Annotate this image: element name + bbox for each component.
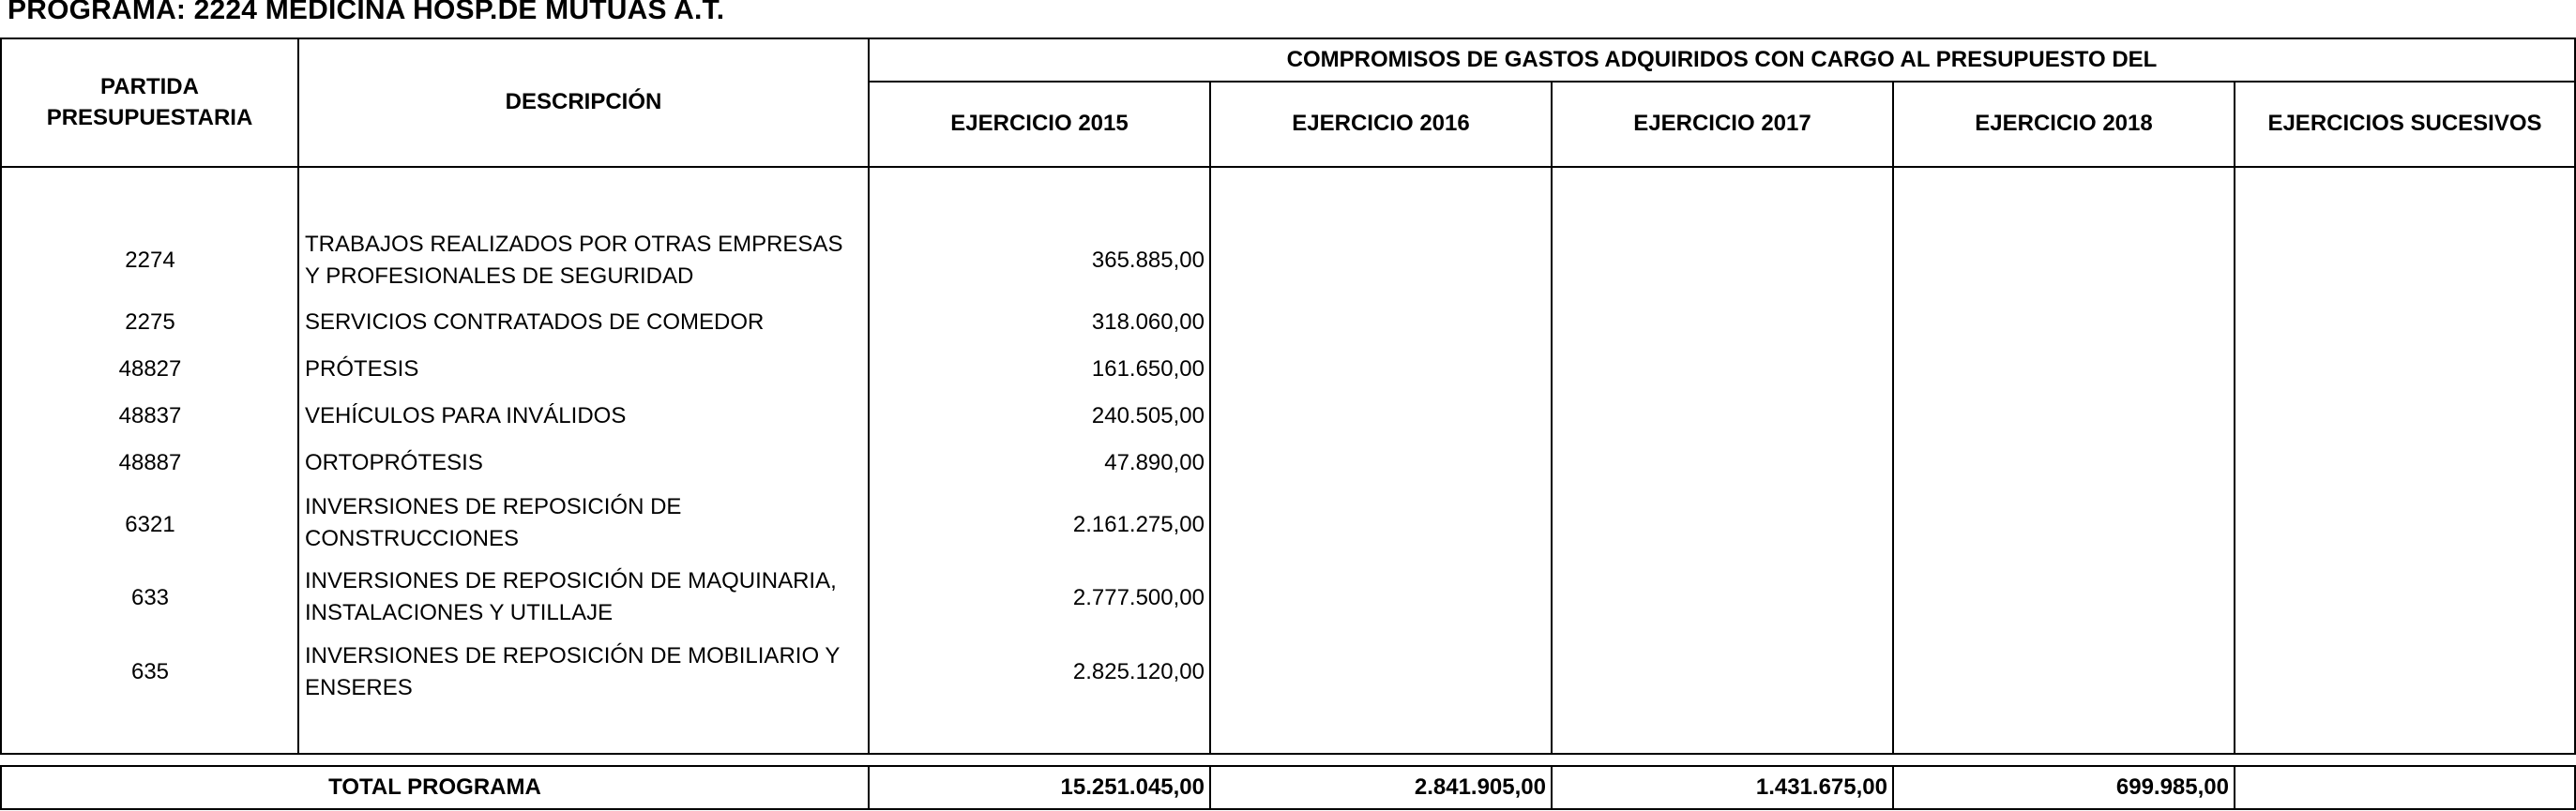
- amount-2015: 318.060,00: [1091, 309, 1205, 335]
- page-title: PROGRAMA: 2224 MEDICINA HOSP.DE MUTUAS A.T.: [8, 0, 725, 25]
- row-description: TRABAJOS REALIZADOS POR OTRAS EMPRESAS Y PROFESIONALES DE SEGURIDAD: [305, 232, 843, 289]
- partida-code: 633: [130, 585, 170, 610]
- header-descripcion: DESCRIPCIÓN: [505, 89, 662, 115]
- partida-code: 2274: [125, 248, 175, 273]
- column-divider: [1209, 81, 1211, 755]
- amount-2015: 2.161.275,00: [1072, 512, 1205, 537]
- header-compromisos: COMPROMISOS DE GASTOS ADQUIRIDOS CON CARGO AL PRESUPUESTO DEL: [1286, 46, 2158, 72]
- column-divider: [2234, 81, 2235, 755]
- total-label: TOTAL PROGRAMA: [328, 774, 541, 800]
- total-2017: 1.431.675,00: [1755, 774, 1887, 800]
- row-description: INVERSIONES DE REPOSICIÓN DE MOBILIARIO Y ENSERES: [305, 643, 841, 700]
- partida-code: 635: [130, 659, 170, 684]
- amount-2015: 47.890,00: [1104, 450, 1205, 475]
- total-2015: 15.251.045,00: [1060, 774, 1205, 800]
- partida-code: 48887: [118, 450, 182, 475]
- amount-2015: 365.885,00: [1091, 248, 1205, 273]
- partida-code: 48837: [118, 403, 182, 428]
- header-year-2016: EJERCICIO 2016: [1292, 111, 1470, 137]
- amount-2015: 2.825.120,00: [1072, 659, 1205, 684]
- column-divider: [1551, 81, 1553, 755]
- partida-code: 6321: [125, 512, 175, 537]
- amount-2015: 2.777.500,00: [1072, 585, 1205, 610]
- total-2016: 2.841.905,00: [1414, 774, 1546, 800]
- row-description: INVERSIONES DE REPOSICIÓN DE CONSTRUCCIONES: [305, 494, 682, 551]
- row-description: VEHÍCULOS PARA INVÁLIDOS: [305, 403, 627, 428]
- partida-code: 2275: [125, 309, 175, 335]
- header-year-2017: EJERCICIO 2017: [1633, 111, 1811, 137]
- total-2018: 699.985,00: [2115, 774, 2229, 800]
- row-description: INVERSIONES DE REPOSICIÓN DE MAQUINARIA, INSTALACIONES Y UTILLAJE: [305, 568, 837, 625]
- partida-code: 48827: [118, 356, 182, 382]
- header-year-2018: EJERCICIO 2018: [1975, 111, 2153, 137]
- row-description: PRÓTESIS: [305, 356, 419, 382]
- total-ejercicios-sucesivos: [2235, 767, 2570, 808]
- row-description: SERVICIOS CONTRATADOS DE COMEDOR: [305, 309, 765, 335]
- amount-2015: 240.505,00: [1091, 403, 1205, 428]
- header-ejercicios-sucesivos: EJERCICIOS SUCESIVOS: [2267, 111, 2542, 137]
- row-description: ORTOPRÓTESIS: [305, 450, 483, 475]
- column-divider: [1892, 81, 1894, 755]
- header-divider: [0, 166, 2576, 168]
- amount-2015: 161.650,00: [1091, 356, 1205, 382]
- header-partida: PARTIDA PRESUPUESTARIA: [46, 74, 253, 130]
- header-year-2015: EJERCICIO 2015: [950, 111, 1129, 137]
